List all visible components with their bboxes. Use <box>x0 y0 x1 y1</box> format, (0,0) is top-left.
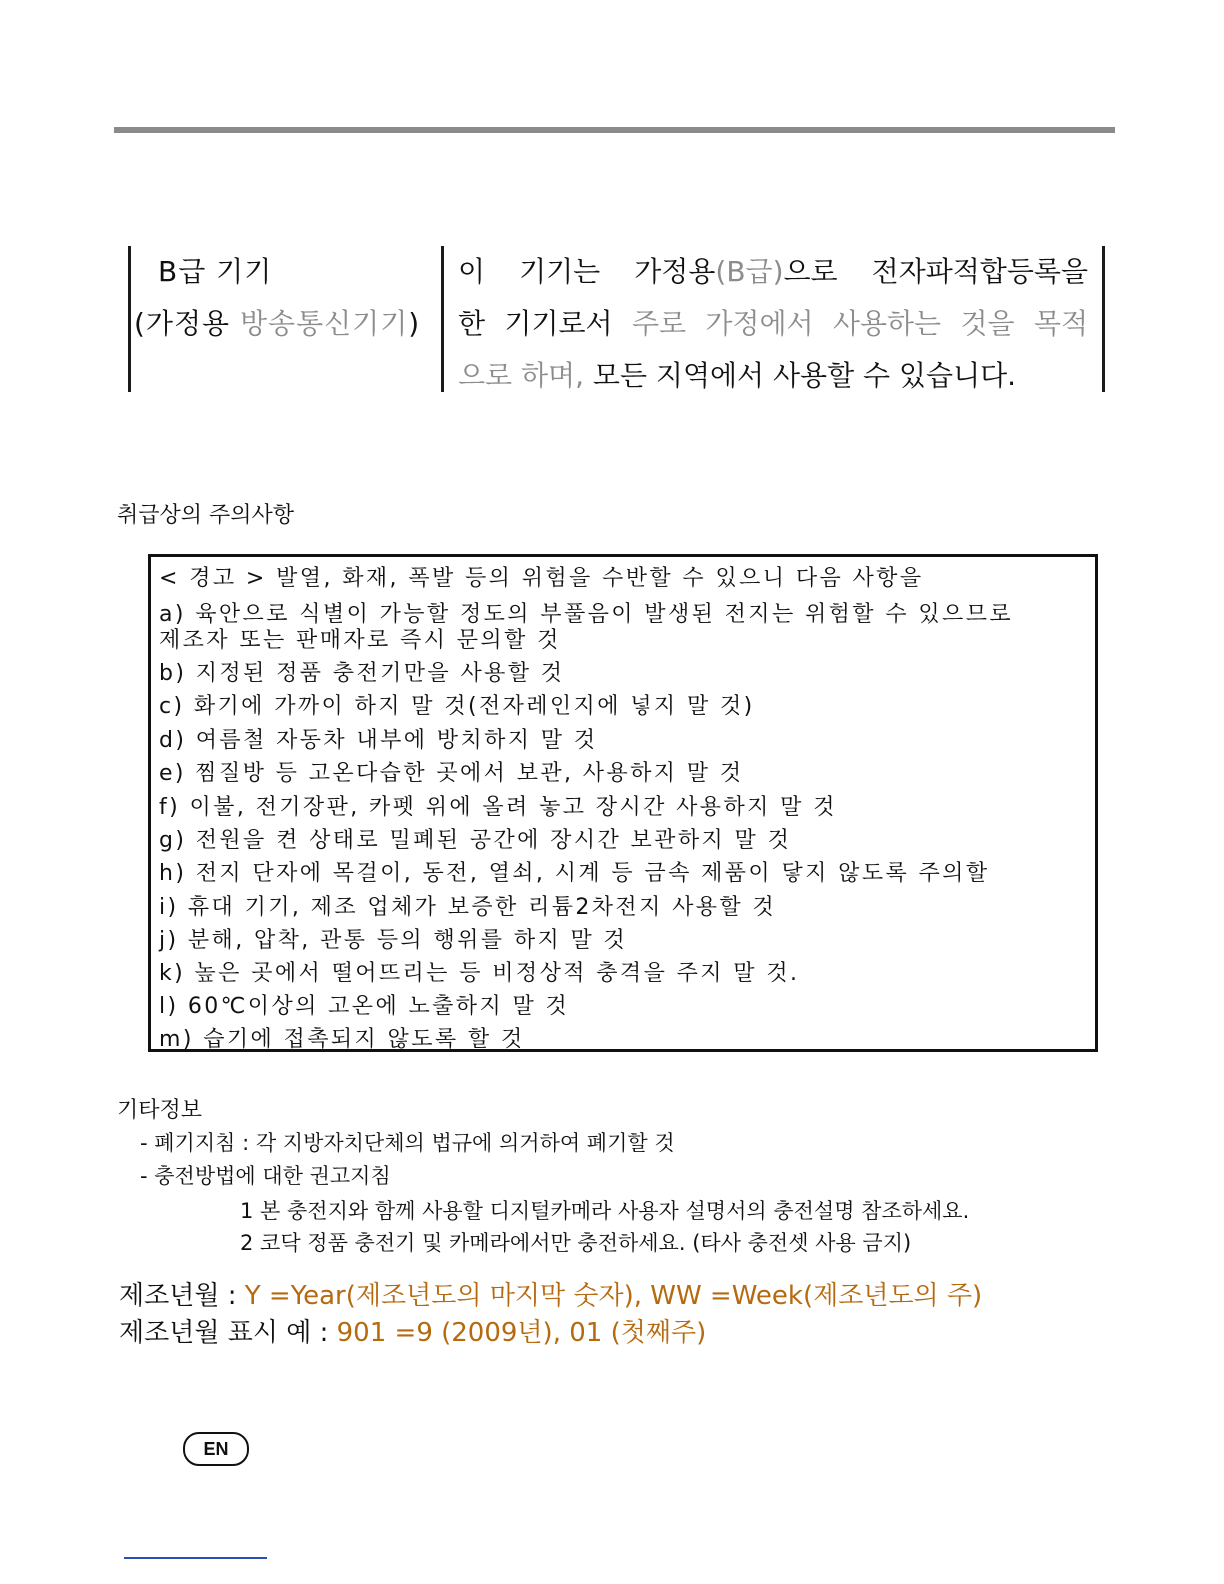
list-item: b) 지정된 정품 충전기만을 사용할 것 <box>159 661 565 686</box>
desc-l1-a: 이 기기는 가정용 <box>458 255 716 288</box>
footer-link-underline[interactable] <box>124 1557 267 1559</box>
manufacture-example-label: 제조년월 표시 예 : <box>119 1318 337 1348</box>
language-badge: EN <box>183 1432 249 1466</box>
manufacture-date-format <box>119 1275 982 1312</box>
description-line-2 <box>458 298 1088 350</box>
list-item: d) 여름철 자동차 내부에 방치하지 말 것 <box>159 728 598 753</box>
device-class-subtitle <box>134 298 434 350</box>
desc-l3-b: 모든 지역에서 사용할 수 있습니다. <box>592 359 1017 392</box>
list-item: f) 이불, 전기장판, 카펫 위에 올려 놓고 장시간 사용하지 말 것 <box>159 795 837 820</box>
manufacture-format-value: Y =Year(제조년도의 마지막 숫자), WW =Week(제조년도의 주) <box>244 1281 983 1311</box>
list-item: a) 육안으로 식별이 가능할 정도의 부풀음이 발생된 전지는 위험할 수 있으므로 <box>159 602 1014 627</box>
list-item: l) 60℃이상의 고온에 노출하지 말 것 <box>159 994 570 1019</box>
charging-guideline-heading: - 충전방법에 대한 권고지침 <box>140 1164 391 1188</box>
charging-guideline-2: 2 코닥 정품 충전기 및 카메라에서만 충전하세요. (타사 충전셋 사용 금지) <box>240 1231 912 1255</box>
list-item: 제조자 또는 판매자로 즉시 문의할 것 <box>159 628 561 653</box>
other-info-heading: 기타정보 <box>117 1098 203 1123</box>
description-line-3 <box>458 350 1088 402</box>
table-border-right <box>1102 246 1105 392</box>
warning-box <box>148 554 1098 1052</box>
desc-l1-c: 으로 전자파적합등록을 <box>783 255 1089 288</box>
device-class-cell <box>134 246 434 350</box>
header-rule <box>114 127 1115 133</box>
description-line-1 <box>458 246 1088 298</box>
list-item: m) 습기에 접촉되지 않도록 할 것 <box>159 1027 525 1052</box>
desc-l1-b: (B급) <box>715 255 784 288</box>
list-item: c) 화기에 가까이 하지 말 것(전자레인지에 넣지 말 것) <box>159 694 755 719</box>
list-item: i) 휴대 기기, 제조 업체가 보증한 리튬2차전지 사용할 것 <box>159 895 777 920</box>
desc-l3-a: 으로 하며, <box>458 359 593 392</box>
list-item: j) 분해, 압착, 관통 등의 행위를 하지 말 것 <box>159 928 628 953</box>
disposal-guideline: - 폐기지침 : 각 지방자치단체의 법규에 의거하여 폐기할 것 <box>140 1131 675 1155</box>
list-item: k) 높은 곳에서 떨어뜨리는 등 비정상적 충격을 주지 말 것. <box>159 961 800 986</box>
device-class-subtitle-suffix: ) <box>408 307 421 340</box>
device-class-subtitle-prefix: (가정용 <box>134 307 240 340</box>
class-b-notice-table <box>128 246 1105 392</box>
charging-guideline-1: 1 본 충전지와 함께 사용할 디지털카메라 사용자 설명서의 충전설명 참조하세요. <box>240 1199 970 1223</box>
list-item: h) 전지 단자에 목걸이, 동전, 열쇠, 시계 등 금속 제품이 닿지 않도록 주의할 <box>159 861 990 886</box>
desc-l2-b: 주로 가정에서 사용하는 것을 목적 <box>631 307 1088 340</box>
manufacture-example-value: 901 =9 (2009년), 01 (첫째주) <box>336 1318 707 1348</box>
manufacture-date-example <box>119 1312 706 1349</box>
handling-heading: 취급상의 주의사항 <box>117 503 295 528</box>
device-class-subtitle-gray: 방송통신기기 <box>239 307 409 340</box>
table-divider <box>441 246 444 392</box>
warning-title: < 경고 > 발열, 화재, 폭발 등의 위험을 수반할 수 있으니 다음 사항을 <box>159 566 924 591</box>
device-class-description <box>458 246 1088 402</box>
manufacture-label: 제조년월 : <box>119 1281 245 1311</box>
desc-l2-a: 한 기기로서 <box>458 307 632 340</box>
list-item: g) 전원을 켠 상태로 밀폐된 공간에 장시간 보관하지 말 것 <box>159 828 792 853</box>
device-class-line: B급 기기 <box>158 255 273 288</box>
table-border-left <box>128 246 131 392</box>
list-item: e) 찜질방 등 고온다습한 곳에서 보관, 사용하지 말 것 <box>159 761 744 786</box>
